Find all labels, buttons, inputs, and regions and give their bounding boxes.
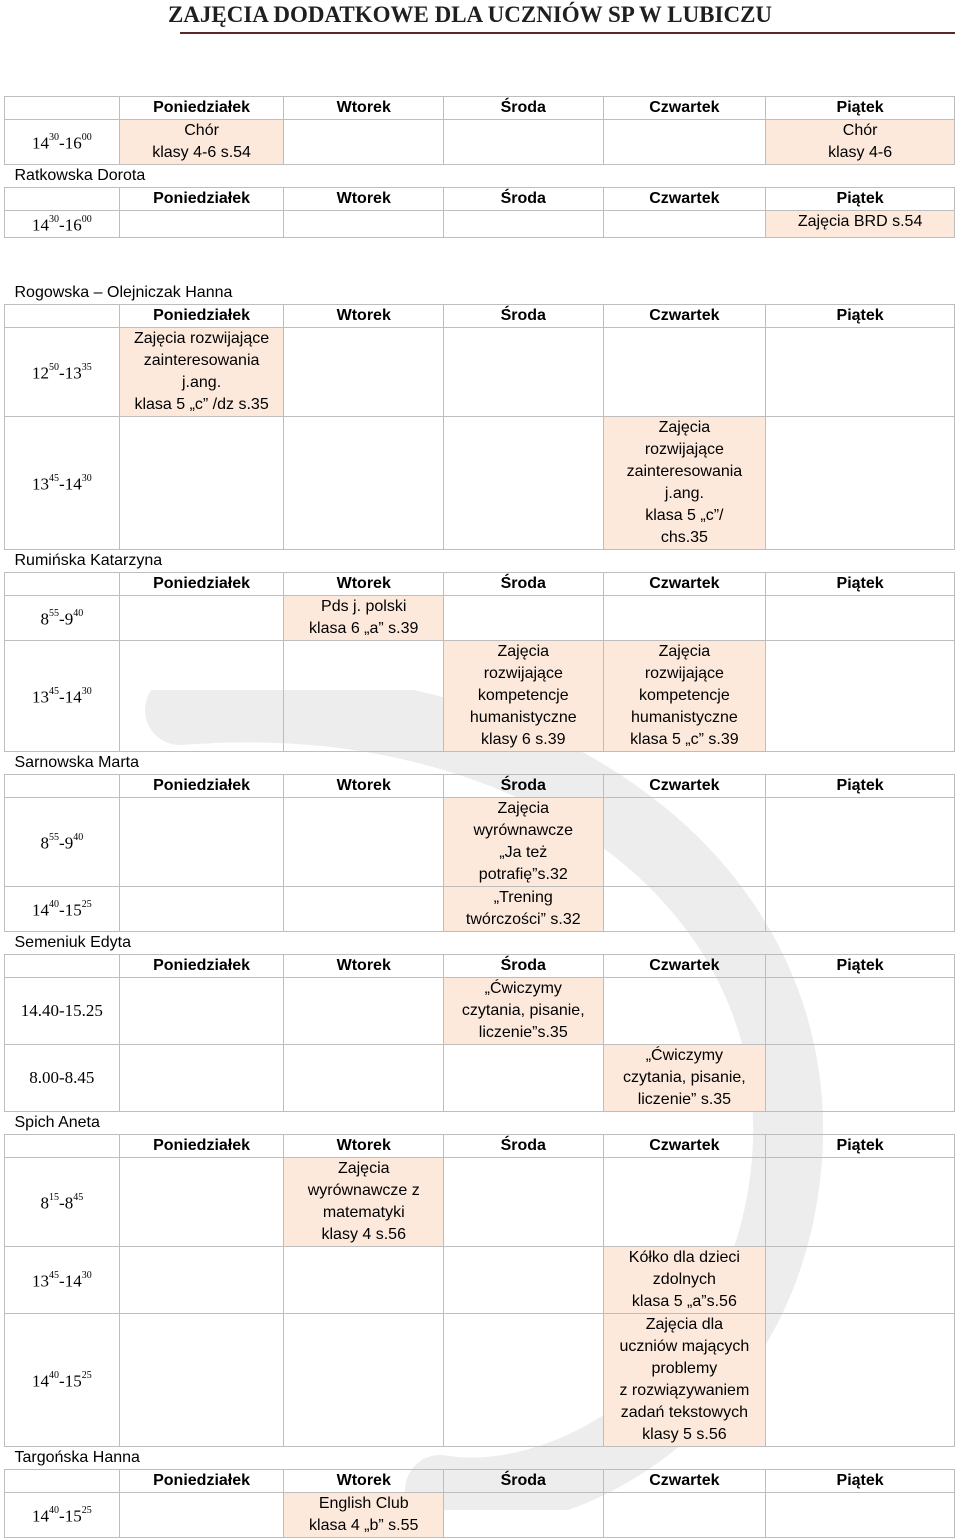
time-start-hour: 13 xyxy=(32,474,50,494)
page-title: ZAJĘCIA DODATKOWE DLA UCZNIÓW SP W LUBICZU xyxy=(167,2,773,27)
empty-cell xyxy=(766,1246,955,1313)
time-start-hour: 13 xyxy=(32,1271,50,1291)
weekday-header: Środa xyxy=(444,97,604,120)
weekday-header: Środa xyxy=(444,1469,604,1492)
empty-cell xyxy=(603,327,766,416)
weekday-header: Wtorek xyxy=(284,304,444,327)
empty-cell xyxy=(119,1246,284,1313)
time-start-minute: 50 xyxy=(49,361,60,373)
empty-cell xyxy=(603,797,766,886)
empty-cell xyxy=(766,327,955,416)
weekday-header: Piątek xyxy=(766,774,955,797)
time-end-hour: 9 xyxy=(64,833,74,853)
time-end-hour: 16 xyxy=(64,215,82,235)
weekday-header: Piątek xyxy=(766,954,955,977)
weekday-header-row xyxy=(5,97,955,120)
time-end-hour: 15 xyxy=(64,1506,82,1526)
time-start-hour: 8 xyxy=(40,1193,50,1213)
weekday-header: Środa xyxy=(444,954,604,977)
time-start-hour: 14 xyxy=(32,1506,50,1526)
activity-cell: Zajęcia rozwijające kompetencje humanistyczne klasa 5 „c” s.39 xyxy=(603,640,766,751)
weekday-header-row xyxy=(5,1469,955,1492)
schedule-table xyxy=(4,96,955,1538)
time-end-hour: 14 xyxy=(64,687,82,707)
schedule-row xyxy=(5,1044,955,1111)
weekday-header: Wtorek xyxy=(284,572,444,595)
weekday-header: Wtorek xyxy=(284,97,444,120)
time-slot xyxy=(5,977,120,1044)
empty-cell xyxy=(444,1044,604,1111)
empty-cell xyxy=(284,211,444,238)
empty-cell xyxy=(444,211,604,238)
weekday-header: Poniedziałek xyxy=(119,774,284,797)
schedule-row xyxy=(5,120,955,165)
empty-cell xyxy=(766,797,955,886)
empty-cell xyxy=(284,120,444,165)
time-start-hour: 12 xyxy=(32,363,50,383)
time-end-minute: 25 xyxy=(81,898,92,910)
time-end-hour: 9 xyxy=(64,609,74,629)
weekday-header: Poniedziałek xyxy=(119,188,284,211)
empty-cell xyxy=(119,886,284,931)
teacher-row xyxy=(5,237,955,304)
empty-cell xyxy=(284,416,444,549)
empty-cell xyxy=(119,977,284,1044)
schedule-row xyxy=(5,1313,955,1446)
empty-cell xyxy=(603,211,766,238)
time-start-hour: 14 xyxy=(32,1371,50,1391)
activity-cell: English Club klasa 4 „b” s.55 xyxy=(284,1492,444,1537)
time-start-minute: 55 xyxy=(49,607,60,619)
header-corner xyxy=(5,188,120,211)
empty-cell xyxy=(284,327,444,416)
schedule-row xyxy=(5,797,955,886)
activity-cell: „Ćwiczymy czytania, pisanie, liczenie”s.35 xyxy=(444,977,604,1044)
time-start-minute: 30 xyxy=(49,132,60,144)
time-slot xyxy=(5,1044,120,1111)
weekday-header: Poniedziałek xyxy=(119,97,284,120)
empty-cell xyxy=(119,640,284,751)
empty-cell xyxy=(284,640,444,751)
empty-cell xyxy=(444,1157,604,1246)
empty-cell xyxy=(119,1044,284,1111)
activity-cell: Kółko dla dzieci zdolnych klasa 5 „a”s.56 xyxy=(603,1246,766,1313)
time-end-minute: 40 xyxy=(73,831,84,843)
empty-cell xyxy=(766,886,955,931)
time-slot: $14^{30}-16^{00}$ xyxy=(5,211,120,238)
teacher-name: Sarnowska Marta xyxy=(5,751,955,774)
empty-cell xyxy=(444,595,604,640)
time-end-minute: 25 xyxy=(81,1369,92,1381)
empty-cell xyxy=(766,1157,955,1246)
weekday-header: Czwartek xyxy=(603,954,766,977)
time-end-hour: 15 xyxy=(64,1371,82,1391)
weekday-header: Poniedziałek xyxy=(119,954,284,977)
teacher-name: Spich Aneta xyxy=(5,1111,955,1134)
activity-cell: „Ćwiczymy czytania, pisanie, liczenie” s.35 xyxy=(603,1044,766,1111)
weekday-header: Czwartek xyxy=(603,572,766,595)
weekday-header: Poniedziałek xyxy=(119,1134,284,1157)
empty-cell xyxy=(603,595,766,640)
time-slot: $13^{45}-14^{30}$ xyxy=(5,416,120,549)
teacher-row xyxy=(5,751,955,774)
empty-cell xyxy=(766,1492,955,1537)
schedule-row xyxy=(5,211,955,238)
empty-cell xyxy=(603,120,766,165)
empty-cell xyxy=(444,120,604,165)
weekday-header: Piątek xyxy=(766,1134,955,1157)
empty-cell xyxy=(444,416,604,549)
time-end-minute: 35 xyxy=(81,361,92,373)
time-start-minute: 15 xyxy=(49,1191,60,1203)
time-slot: $8^{55}-9^{40}$ xyxy=(5,595,120,640)
empty-cell xyxy=(284,1044,444,1111)
empty-cell xyxy=(119,416,284,549)
header-corner xyxy=(5,97,120,120)
time-end-minute: 30 xyxy=(81,1269,92,1281)
empty-cell xyxy=(284,1246,444,1313)
header-corner xyxy=(5,304,120,327)
teacher-row xyxy=(5,1446,955,1469)
activity-cell: Zajęcia rozwijające kompetencje humanistyczne klasy 6 s.39 xyxy=(444,640,604,751)
activity-cell: Zajęcia BRD s.54 xyxy=(766,211,955,238)
time-end-minute: 25 xyxy=(81,1504,92,1516)
empty-cell xyxy=(284,977,444,1044)
empty-cell xyxy=(603,1492,766,1537)
header-corner xyxy=(5,1469,120,1492)
time-end-minute: 45 xyxy=(73,1191,84,1203)
activity-cell: „Trening twórczości” s.32 xyxy=(444,886,604,931)
empty-cell xyxy=(766,595,955,640)
weekday-header: Poniedziałek xyxy=(119,304,284,327)
time-end-hour: 14 xyxy=(64,474,82,494)
empty-cell xyxy=(119,797,284,886)
header-corner xyxy=(5,774,120,797)
teacher-name: Rumińska Katarzyna xyxy=(5,549,955,572)
time-start-hour: 8 xyxy=(40,833,50,853)
teacher-row xyxy=(5,931,955,954)
empty-cell xyxy=(284,886,444,931)
activity-cell: Pds j. polski klasa 6 „a” s.39 xyxy=(284,595,444,640)
empty-cell xyxy=(444,1313,604,1446)
time-end-hour: 15 xyxy=(64,900,82,920)
time-slot: $12^{50}-13^{35}$ xyxy=(5,327,120,416)
weekday-header: Poniedziałek xyxy=(119,572,284,595)
empty-cell xyxy=(603,1157,766,1246)
weekday-header-row xyxy=(5,304,955,327)
time-start-hour: 8 xyxy=(40,609,50,629)
time-range: 8.00-8.45 xyxy=(29,1067,95,1087)
empty-cell xyxy=(119,1157,284,1246)
time-end-hour: 14 xyxy=(64,1271,82,1291)
time-slot: $13^{45}-14^{30}$ xyxy=(5,640,120,751)
time-start-minute: 45 xyxy=(49,685,60,697)
activity-cell: Zajęcia rozwijające zainteresowania j.ang. klasa 5 „c” /dz s.35 xyxy=(119,327,284,416)
empty-cell xyxy=(766,1313,955,1446)
time-start-minute: 30 xyxy=(49,214,60,225)
weekday-header: Czwartek xyxy=(603,304,766,327)
time-start-minute: 40 xyxy=(49,1504,60,1516)
empty-cell xyxy=(119,1313,284,1446)
weekday-header: Piątek xyxy=(766,97,955,120)
schedule-row xyxy=(5,416,955,549)
teacher-name: Targońska Hanna xyxy=(5,1446,955,1469)
empty-cell xyxy=(603,977,766,1044)
schedule-row xyxy=(5,1246,955,1313)
time-end-minute: 00 xyxy=(81,132,92,144)
time-end-hour: 16 xyxy=(64,133,82,153)
weekday-header: Czwartek xyxy=(603,1134,766,1157)
teacher-name: Ratkowska Dorota xyxy=(5,165,955,188)
weekday-header: Piątek xyxy=(766,1469,955,1492)
weekday-header: Wtorek xyxy=(284,954,444,977)
weekday-header: Środa xyxy=(444,188,604,211)
time-slot: $14^{40}-15^{25}$ xyxy=(5,1492,120,1537)
time-end-hour: 13 xyxy=(64,363,82,383)
empty-cell xyxy=(119,595,284,640)
time-start-minute: 55 xyxy=(49,831,60,843)
time-range: 14.40-15.25 xyxy=(20,1000,103,1020)
time-end-hour: 8 xyxy=(64,1193,74,1213)
schedule-row xyxy=(5,1492,955,1537)
schedule-row xyxy=(5,886,955,931)
activity-cell: Zajęcia rozwijające zainteresowania j.ang. klasa 5 „c”/ chs.35 xyxy=(603,416,766,549)
weekday-header: Piątek xyxy=(766,188,955,211)
time-start-minute: 45 xyxy=(49,1269,60,1281)
teacher-name: Semeniuk Edyta xyxy=(5,931,955,954)
time-end-minute: 40 xyxy=(73,607,84,619)
weekday-header: Wtorek xyxy=(284,188,444,211)
teacher-row xyxy=(5,165,955,188)
weekday-header: Piątek xyxy=(766,572,955,595)
weekday-header: Wtorek xyxy=(284,1469,444,1492)
weekday-header: Środa xyxy=(444,572,604,595)
weekday-header-row xyxy=(5,1134,955,1157)
empty-cell xyxy=(444,1492,604,1537)
time-start-minute: 40 xyxy=(49,898,60,910)
schedule-row xyxy=(5,595,955,640)
weekday-header: Wtorek xyxy=(284,1134,444,1157)
weekday-header-row xyxy=(5,954,955,977)
teacher-row xyxy=(5,1111,955,1134)
activity-cell: Zajęcia wyrównawcze z matematyki klasy 4 s.56 xyxy=(284,1157,444,1246)
weekday-header: Czwartek xyxy=(603,97,766,120)
empty-cell xyxy=(119,211,284,238)
weekday-header: Piątek xyxy=(766,304,955,327)
weekday-header-row xyxy=(5,188,955,211)
time-slot: $14^{40}-15^{25}$ xyxy=(5,886,120,931)
teacher-row xyxy=(5,549,955,572)
time-slot: $14^{30}-16^{00}$ xyxy=(5,120,120,165)
schedule-row xyxy=(5,977,955,1044)
time-end-minute: 00 xyxy=(81,214,92,225)
empty-cell xyxy=(119,1492,284,1537)
weekday-header: Środa xyxy=(444,774,604,797)
empty-cell xyxy=(603,886,766,931)
weekday-header: Poniedziałek xyxy=(119,1469,284,1492)
weekday-header: Środa xyxy=(444,1134,604,1157)
time-start-hour: 14 xyxy=(32,900,50,920)
activity-cell: Chór klasy 4-6 xyxy=(766,120,955,165)
time-start-hour: 13 xyxy=(32,687,50,707)
weekday-header: Czwartek xyxy=(603,188,766,211)
activity-cell: Zajęcia dla uczniów mających problemy z rozwiązywaniem zadań tekstowych klasy 5 s.56 xyxy=(603,1313,766,1446)
empty-cell xyxy=(444,1246,604,1313)
weekday-header-row xyxy=(5,572,955,595)
weekday-header: Środa xyxy=(444,304,604,327)
header-corner xyxy=(5,954,120,977)
empty-cell xyxy=(284,797,444,886)
title-underline xyxy=(180,32,955,34)
empty-cell xyxy=(284,1313,444,1446)
schedule-row xyxy=(5,640,955,751)
empty-cell xyxy=(766,640,955,751)
empty-cell xyxy=(766,977,955,1044)
header-corner xyxy=(5,572,120,595)
time-start-hour: 14 xyxy=(32,215,50,235)
teacher-name: Rogowska – Olejniczak Hanna xyxy=(5,237,955,304)
schedule-row xyxy=(5,327,955,416)
weekday-header: Wtorek xyxy=(284,774,444,797)
weekday-header: Czwartek xyxy=(603,1469,766,1492)
activity-cell: Chór klasy 4-6 s.54 xyxy=(119,120,284,165)
time-slot: $13^{45}-14^{30}$ xyxy=(5,1246,120,1313)
weekday-header-row xyxy=(5,774,955,797)
schedule-row xyxy=(5,1157,955,1246)
weekday-header: Czwartek xyxy=(603,774,766,797)
time-start-hour: 14 xyxy=(32,133,50,153)
time-start-minute: 45 xyxy=(49,472,60,484)
schedule-body xyxy=(5,97,955,1538)
empty-cell xyxy=(766,416,955,549)
header-corner xyxy=(5,1134,120,1157)
empty-cell xyxy=(766,1044,955,1111)
time-end-minute: 30 xyxy=(81,685,92,697)
time-slot: $14^{40}-15^{25}$ xyxy=(5,1313,120,1446)
time-slot: $8^{15}-8^{45}$ xyxy=(5,1157,120,1246)
time-slot: $8^{55}-9^{40}$ xyxy=(5,797,120,886)
time-end-minute: 30 xyxy=(81,472,92,484)
time-start-minute: 40 xyxy=(49,1369,60,1381)
activity-cell: Zajęcia wyrównawcze „Ja też potrafię”s.32 xyxy=(444,797,604,886)
empty-cell xyxy=(444,327,604,416)
